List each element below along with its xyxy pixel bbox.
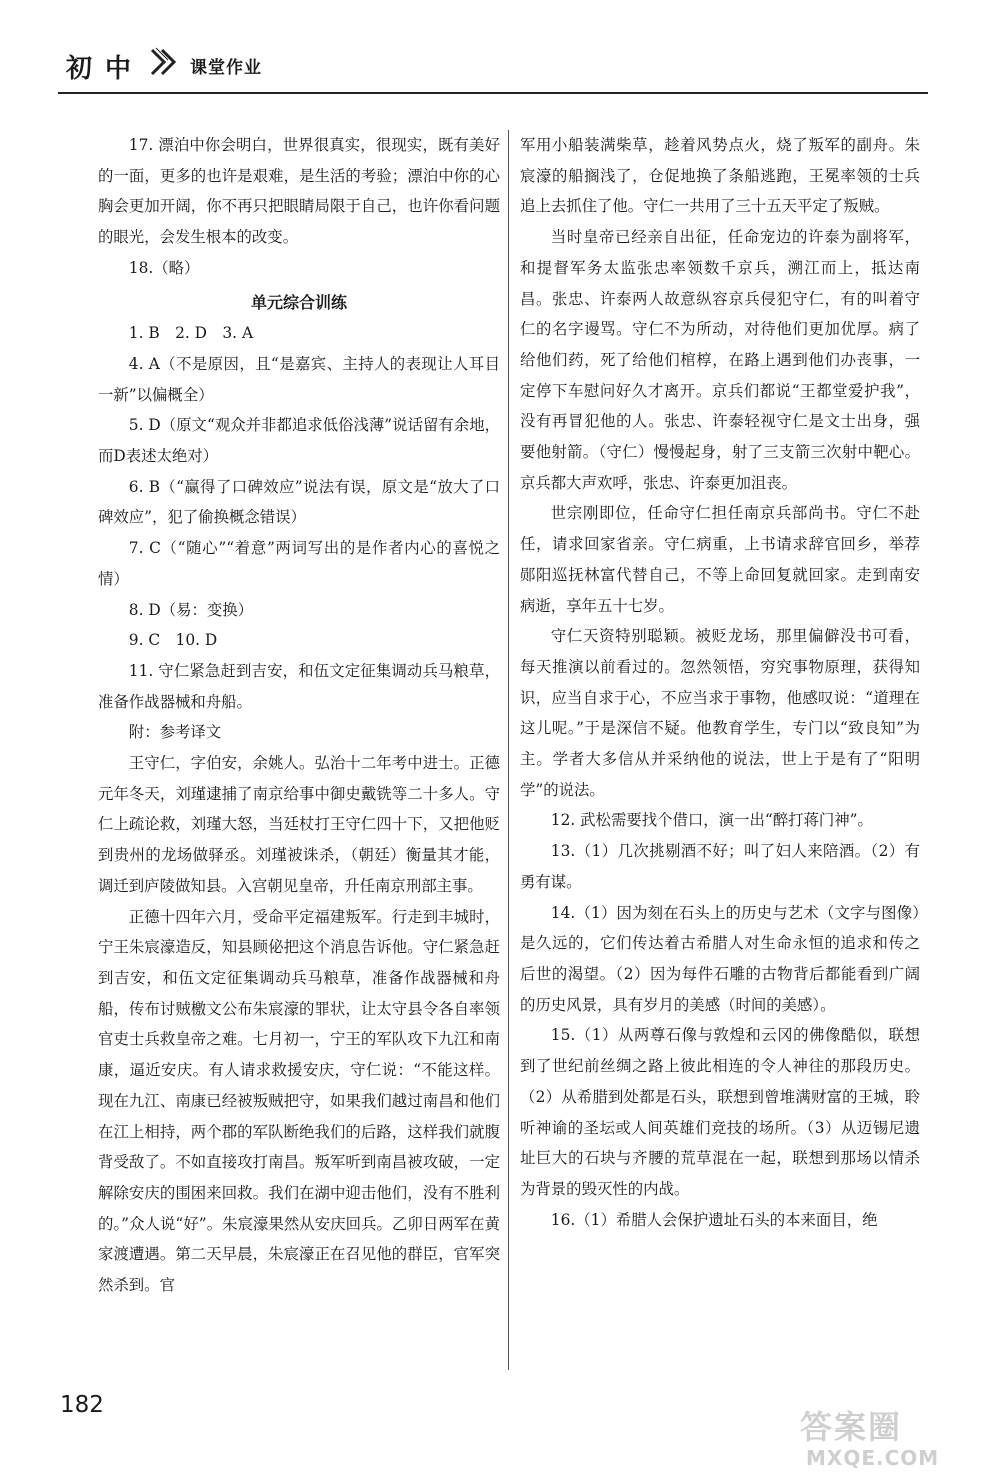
page-number: 182 xyxy=(60,1392,104,1418)
paragraph: 16.（1）希腊人会保护遗址石头的本来面目，绝 xyxy=(550,1210,878,1229)
paragraph: 6. B（“赢得了口碑效应”说法有误，原文是“放大了口碑效应”，犯了偷换概念错误） xyxy=(98,477,500,527)
book-title: 课堂作业 xyxy=(190,58,262,78)
paragraph: 军用小船装满柴草，趁着风势点火，烧了叛军的副舟。朱宸濠的船搁浅了，仓促地换了条船逃跑，王冕率领的士兵追上去抓住了他。守仁一共用了三十五天平定了叛贼。 xyxy=(520,136,920,216)
paragraph: 7. C（“随心”“着意”两词写出的是作者内心的喜悦之情） xyxy=(98,539,500,588)
paragraph: 1. B 2. D 3. A xyxy=(128,324,254,343)
watermark-main: 答案圈 xyxy=(800,1408,903,1446)
paragraph: 11. 守仁紧急赶到吉安，和伍文定征集调动兵马粮草，准备作战器械和舟船。 xyxy=(98,661,500,711)
paragraph: 18.（略） xyxy=(128,258,200,277)
paragraph: 8. D（易：变换） xyxy=(128,600,254,619)
paragraph: 14.（1）因为刻在石头上的历史与艺术（文字与图像）是久远的，它们传达着古希腊人对生命永恒的追求和传之后世的渴望。（2）因为每件石雕的古物背后都能看到广阔的历史风景，具有岁月的美感（时间的美感）。 xyxy=(520,903,920,1014)
watermark-logo xyxy=(800,1402,972,1474)
double-chevron-icon xyxy=(146,42,186,82)
paragraph: 15.（1）从两尊石像与敦煌和云冈的佛像酷似，联想到了世纪前丝绸之路上彼此相连的令人神往的那段历史。（2）从希腊到处都是石头，联想到曾堆满财富的王城，聆听神谕的圣坛或人间英雄们竞技的场所。（3）从迈锡尼遗址巨大的石块与齐腰的荒草混在一起，联想到那场以情杀为背景的毁灭性的内战。 xyxy=(520,1026,920,1198)
watermark-sub: MXQE.COM xyxy=(806,1446,940,1470)
paragraph: 正德十四年六月，受命平定福建叛军。行走到丰城时，宁王朱宸濠造反，知县顾佖把这个消息告诉他。守仁紧急赶到吉安，和伍文定征集调动兵马粮草，准备作战器械和舟船，传布讨贼檄文公布朱宸濠的罪状，让太守县令各自率领官吏士兵救皇帝之难。七月初一，宁王的军队攻下九江和南康，逼近安庆。有人请求救援安庆，守仁说：“不能这样。现在九江、南康已经被叛贼把守，如果我们越过南昌和他们在江上相持，两个郡的军队断绝我们的后路，这样我们就腹背受敌了。不如直接攻打南昌。叛军听到南昌被攻破，一定解除安庆的围困来回救。我们在湖中迎击他们，没有不胜利的。”众人说“好”。朱宸濠果然从安庆回兵。乙卯日两军在黄家渡遭遇。第二天早晨，朱宸濠正在召见他的群臣，官军突然杀到。官 xyxy=(98,907,500,1295)
paragraph: 13.（1）几次挑剔酒不好；叫了妇人来陪酒。（2）有勇有谋。 xyxy=(520,842,920,891)
paragraph: 附：参考译文 xyxy=(128,723,222,742)
right-column xyxy=(520,130,920,1235)
paragraph: 12. 武松需要找个借口，演一出“醉打蒋门神”。 xyxy=(550,811,873,830)
column-divider xyxy=(508,130,509,1370)
page-header xyxy=(58,40,928,98)
header-rule xyxy=(58,92,928,94)
left-column xyxy=(98,130,500,1301)
paragraph: 4. A（不是原因，且“是嘉宾、主持人的表现让人耳目一新”以偏概全） xyxy=(98,354,500,404)
paragraph: 王守仁，字伯安，余姚人。弘治十二年考中进士。正德元年冬天，刘瑾逮捕了南京给事中御史戴铣等二十多人。守仁上疏论救，刘瑾大怒，当廷杖打王守仁四十下，又把他贬到贵州的龙场做驿丞。刘瑾被诛杀，（朝廷）衡量其才能，调迁到庐陵做知县。入宫朝见皇帝，升任南京刑部主事。 xyxy=(98,754,500,895)
paragraph: 守仁天资特别聪颖。被贬龙场，那里偏僻没书可看，每天推演以前看过的。忽然领悟，穷究事物原理，获得知识，应当自求于心，不应当求于事物，他感叹说：“道理在这儿呢。”于是深信不疑。他教育学生，专门以“致良知”为主。学者大多信从并采纳他的说法，世上于是有了“阳明学”的说法。 xyxy=(520,627,920,799)
paragraph: 世宗刚即位，任命守仁担任南京兵部尚书。守仁不赴任，请求回家省亲。守仁病重，上书请求辞官回乡，举荐郧阳巡抚林富代替自己，不等上命回复就回家。走到南安病逝，享年五十七岁。 xyxy=(520,504,920,615)
paragraph: 17. 漂泊中你会明白，世界很真实，很现实，既有美好的一面，更多的也许是艰难，是生活的考验；漂泊中你的心胸会更加开阔，你不再只把眼睛局限于自己，也许你看问题的眼光，会发生根本的改变。 xyxy=(98,136,500,247)
paragraph: 9. C 10. D xyxy=(128,631,218,650)
section-heading: 单元综合训练 xyxy=(250,292,347,312)
paragraph: 5. D（原文“观众并非都追求低俗浅薄”说话留有余地，而D表述太绝对） xyxy=(98,416,500,466)
paragraph: 当时皇帝已经亲自出征，任命宠边的许泰为副将军，和提督军务太监张忠率领数千京兵，溯江而上，抵达南昌。张忠、许泰两人故意纵容京兵侵犯守仁，有的叫着守仁的名字谩骂。守仁不为所动，对待他们更加优厚。病了给他们药，死了给他们棺椁，在路上遇到他们办丧事，一定停下车慰问好久才离开。京兵们都说“王都堂爱护我”，没有再冒犯他的人。张忠、许泰轻视守仁是文士出身，强要他射箭。（守仁）慢慢起身，射了三支箭三次射中靶心。京兵都大声欢呼，张忠、许泰更加沮丧。 xyxy=(520,228,920,492)
series-label: 初 中 xyxy=(66,54,134,84)
